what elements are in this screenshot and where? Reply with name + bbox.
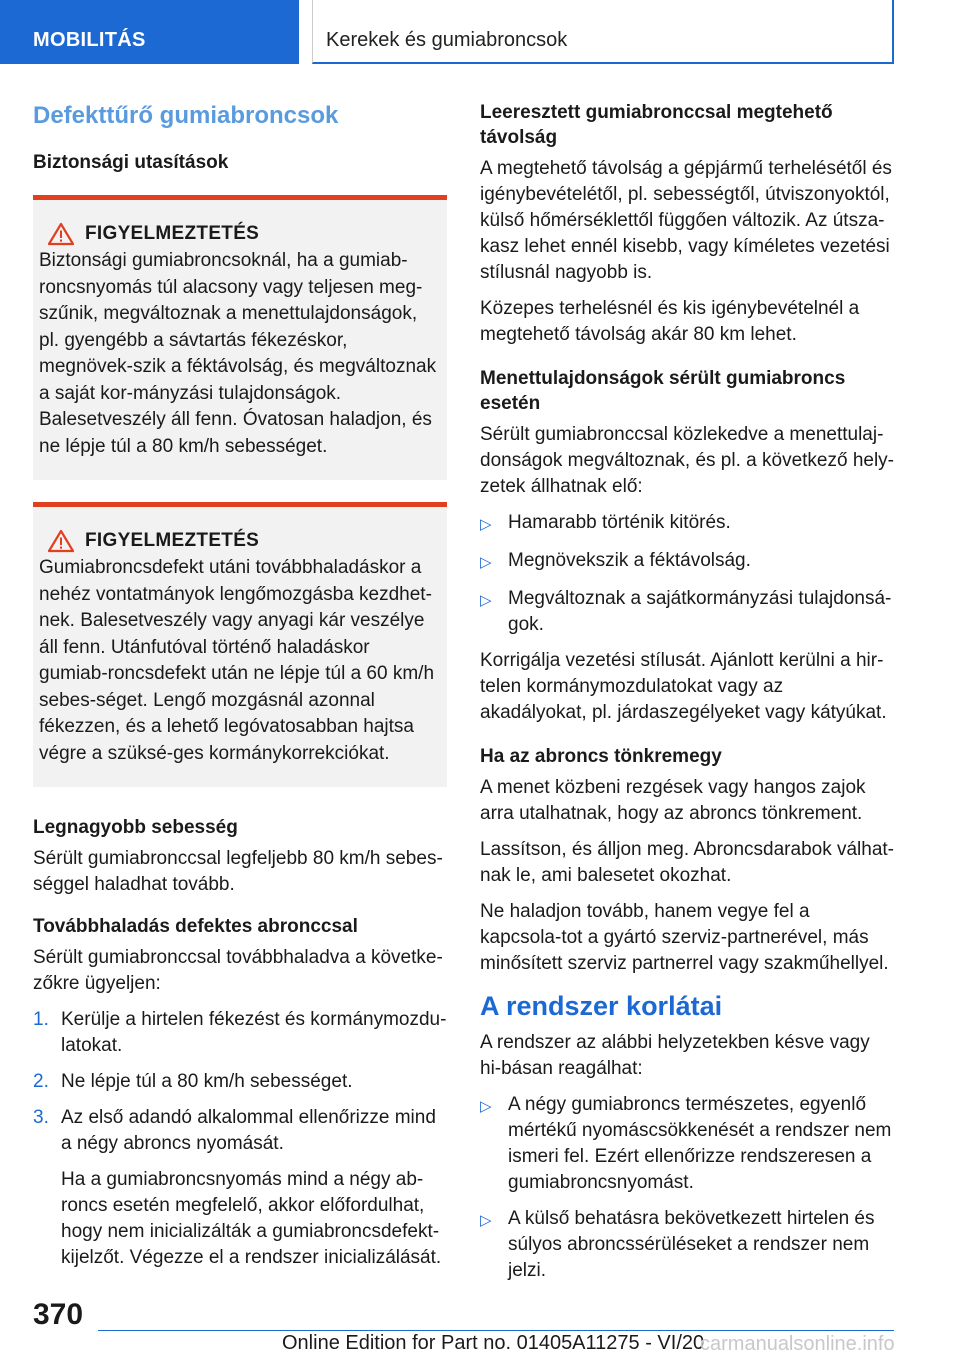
footer-divider [98, 1330, 894, 1331]
list-item [480, 1206, 895, 1284]
left-column [33, 100, 447, 1281]
page-number: 370 [33, 1298, 84, 1331]
list-item [33, 1105, 447, 1157]
warning-label: FIGYELMEZTETÉS [85, 530, 260, 551]
broken-text: Lassítson, és álljon meg. Abroncsdarabok válhat-nak le, ami balesetet okozhat. [480, 839, 895, 886]
list-item [480, 1092, 895, 1196]
safety-heading: Biztonsági utasítások [33, 152, 229, 173]
bullet-triangle-icon: ▷ [480, 592, 492, 609]
list-item-text: A külső behatásra bekövetkezett hirtelen és súlyos abroncssérüléseket a rendszer nem jelzi. [508, 1208, 875, 1281]
warning-box-1 [33, 195, 447, 480]
list-item-text: Megnövekszik a féktávolság. [508, 550, 751, 571]
right-column [480, 100, 895, 1294]
bullet-triangle-icon: ▷ [480, 1212, 492, 1229]
broken-text: A menet közbeni rezgések vagy hangos zajok arra utalhatnak, hogy az abroncs tönkrement. [480, 777, 866, 824]
footer-edition: Online Edition for Part no. 01405A11275 - VI/20 [282, 1332, 705, 1354]
bullet-triangle-icon: ▷ [480, 1098, 492, 1115]
step-number: 1. [33, 1009, 49, 1030]
continue-heading: Továbbhaladás defektes abronccsal [33, 916, 358, 937]
steps-list [33, 1007, 447, 1157]
limits-text: A rendszer az alábbi helyzetekben késve vagy hi-básan reagálhat: [480, 1032, 870, 1079]
broken-text: Ne haladjon tovább, hanem vegye fel a kapcsola-tot a gyártó szerviz-partnerével, más minősített szerviz partnerrel vagy szakműhellyel. [480, 901, 889, 974]
header-section: MOBILITÁS [0, 0, 299, 64]
bullet-triangle-icon: ▷ [480, 516, 492, 533]
list-item-text: Megváltoznak a sajátkormányzási tulajdonsá-gok. [508, 588, 892, 635]
list-item-text: Hamarabb történik kitörés. [508, 512, 731, 533]
list-item [480, 548, 895, 576]
warning-label: FIGYELMEZTETÉS [85, 223, 260, 244]
limits-list [480, 1092, 895, 1284]
section-title: Defekttűrő gumiabroncsok [33, 102, 339, 129]
header-chapter: Kerekek és gumiabroncsok [312, 0, 894, 64]
handling-list [480, 510, 895, 638]
handling-text: Sérült gumiabronccsal közlekedve a menettulaj-donságok megváltoznak, és pl. a következő hely-zetek állhatnak elő: [480, 424, 895, 497]
range-heading: Leeresztett gumiabronccsal megtehető távolság [480, 102, 833, 148]
range-text: A megtehető távolság a gépjármű terhelésétől és igénybevételétől, pl. sebességtől, útviszonyoktól, külső hőmérséklettől függően változik. Az útsza-kasz lehet ennél kisebb, vagy kíméletes vezetési stílusnál nagyobb is. [480, 158, 892, 283]
step-text: Kerülje a hirtelen fékezést és kormánymozdu-latokat. [61, 1009, 447, 1056]
handling-advice: Korrigálja vezetési stílusát. Ajánlott kerülni a hir-telen kormánymozdulatokat vagy az akadályokat, pl. járdaszegélyeket vagy kátyúkat. [480, 650, 887, 723]
list-item-text: A négy gumiabroncs természetes, egyenlő mértékű nyomáscsökkenését a rendszer nem ismeri fel. Ezért ellenőrizze rendszeresen a gumiabroncsnyomást. [508, 1094, 892, 1193]
broken-heading: Ha az abroncs tönkremegy [480, 746, 722, 767]
bullet-triangle-icon: ▷ [480, 554, 492, 571]
footer-watermark: carmanualsonline.info [700, 1333, 895, 1355]
list-item [480, 586, 895, 638]
warning-triangle-icon [47, 529, 75, 553]
step-text: Az első adandó alkalommal ellenőrizze mind a négy abroncs nyomását. [61, 1107, 436, 1154]
step-number: 3. [33, 1107, 49, 1128]
step-number: 2. [33, 1071, 49, 1092]
warning-text: Gumiabroncsdefekt utáni továbbhaladáskor a nehéz vontatmányok lengőmozgásba kezdhet-nek. Balesetveszély vagy anyagi kár veszélye áll fenn. Utánfutóval történő haladáskor gumiab-roncsdefekt után ne lépje túl a 60 km/h sebes-séget. Lengő mozgásnál azonnal fékezzen, és a lehető legóvatosabban hajtsa végre a szüksé-ges kormánykorrekciókat. [39, 557, 435, 764]
warning-triangle-icon [47, 222, 75, 246]
list-item [33, 1007, 447, 1059]
list-item [33, 1069, 447, 1095]
step-text: Ne lépje túl a 80 km/h sebességet. [61, 1071, 353, 1092]
max-speed-heading: Legnagyobb sebesség [33, 817, 238, 838]
continue-text: Sérült gumiabronccsal továbbhaladva a követke-zőkre ügyeljen: [33, 947, 443, 994]
list-item [480, 510, 895, 538]
handling-heading: Menettulajdonságok sérült gumiabroncs esetén [480, 368, 846, 414]
max-speed-text: Sérült gumiabronccsal legfeljebb 80 km/h sebes-séggel haladhat tovább. [33, 848, 443, 895]
limits-title: A rendszer korlátai [480, 991, 723, 1021]
warning-text: Biztonsági gumiabroncsoknál, ha a gumiab-roncsnyomás túl alacsony vagy teljesen meg-szűnik, megváltoznak a menettulajdonságok, pl. gyengébb a sávtartás fékezéskor, megnövek-szik a féktávolság, és megváltoznak a saját kor-mányzási tulajdonságok. Balesetveszély áll fenn. Óvatosan haladjon, és ne lépje túl a 80 km/h sebességet. [39, 250, 437, 457]
warning-box-2 [33, 502, 447, 787]
step3-note: Ha a gumiabroncsnyomás mind a négy ab-roncs esetén megfelelő, akkor előfordulhat, hogy nem inicializálták a gumiabroncsdefekt-kijelzőt. Végezze el a rendszer inicializálását. [61, 1169, 442, 1268]
range-text: Közepes terhelésnél és kis igénybevételnél a megtehető távolság akár 80 km lehet. [480, 298, 860, 345]
